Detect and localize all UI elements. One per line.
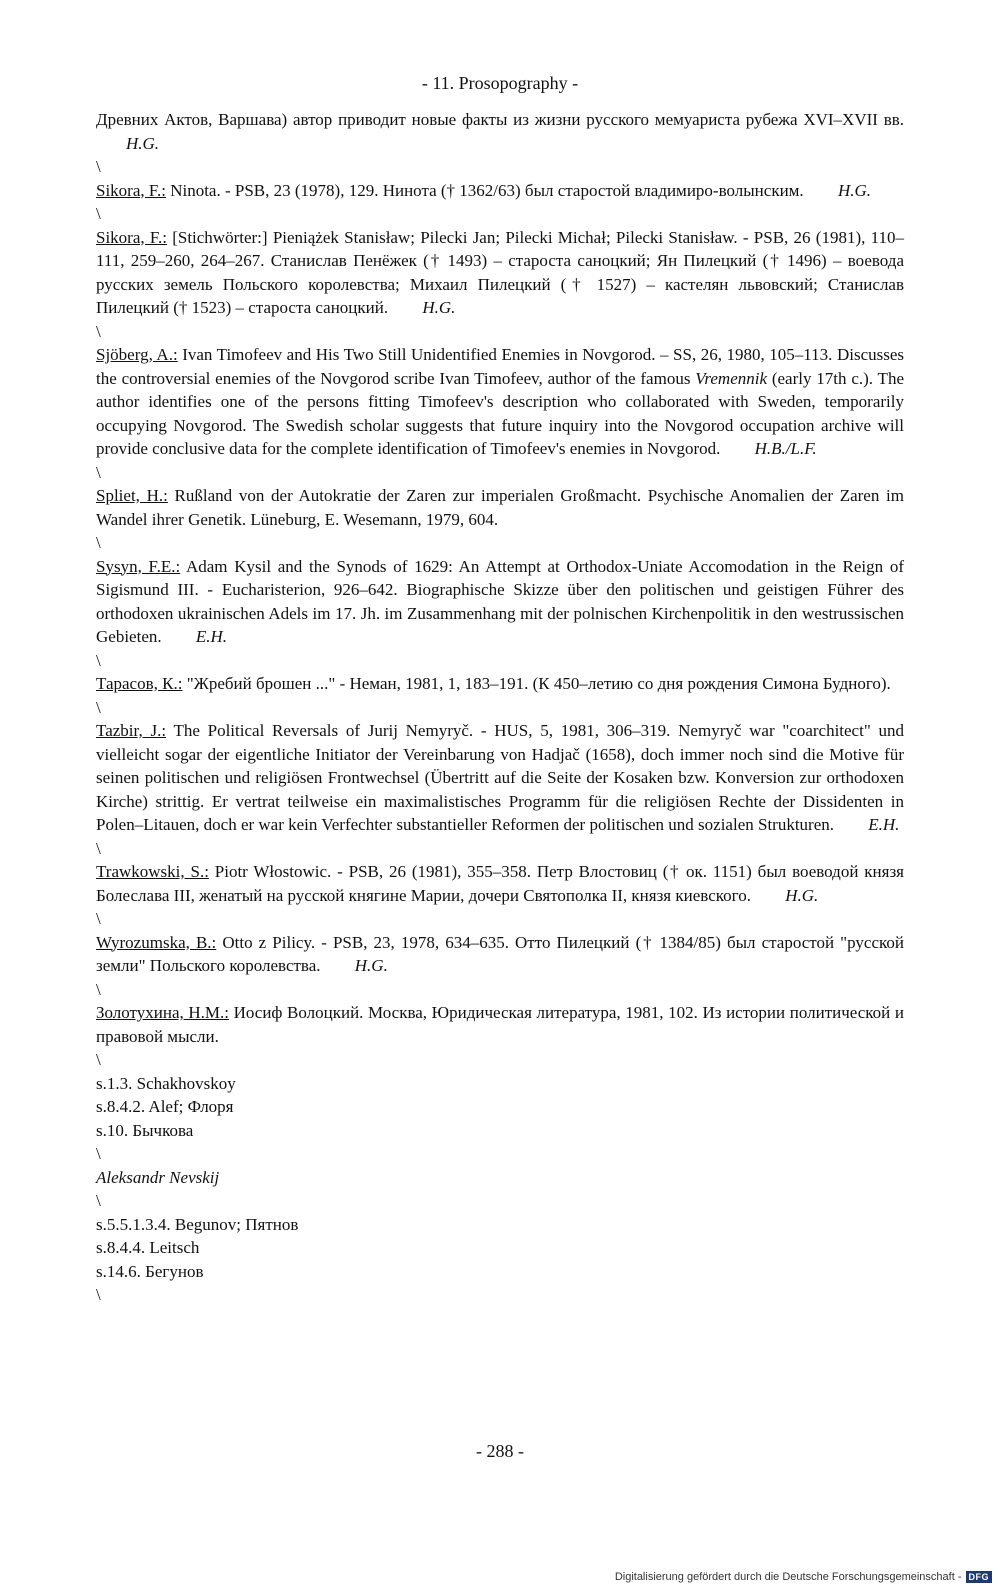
separator: \ xyxy=(96,204,101,223)
bibliography-entry xyxy=(96,484,904,531)
bibliography-entry xyxy=(96,931,904,978)
page-header: - 11. Prosopography - xyxy=(421,73,579,93)
separator: \ xyxy=(96,979,101,999)
entry-text: Piotr Włostowic. - PSB, 26 (1981), 355–358. Петр Влостовиц († ок. 1151) был воеводой князя Болеслава III, женатый на русской княгине Марии, дочери Святополка II, князя киевского. xyxy=(96,862,904,905)
entry-author: Тарасов, К.: xyxy=(96,674,183,693)
entry-text: Ivan Timofeev and His Two Still Unidentified Enemies in Novgorod. – SS, 26, 1980, 105–113. Discusses the controversial enemies of the Novgorod scribe Ivan Timofeev, author of the famous xyxy=(96,345,905,388)
page-number: - 288 - xyxy=(476,1441,524,1461)
bibliography-entry xyxy=(96,108,904,155)
bibliography-entry xyxy=(96,555,904,649)
entry-author: Spliet, H.: xyxy=(96,486,168,505)
entry-author: Sikora, F.: xyxy=(96,227,167,247)
cross-reference: s.10. Бычкова xyxy=(96,1120,194,1140)
separator: \ xyxy=(96,1285,101,1304)
reviewer-initials: H.G. xyxy=(837,180,871,200)
bibliography-entry xyxy=(96,343,904,461)
reviewer-initials: H.G. xyxy=(422,298,456,317)
entry-author: Trawkowski, S.: xyxy=(96,862,209,881)
separator: \ xyxy=(96,697,101,717)
separator: \ xyxy=(96,1050,101,1069)
bibliography-entry xyxy=(96,1001,904,1048)
cross-reference: s.14.6. Бегунов xyxy=(96,1261,204,1281)
bibliography-entry xyxy=(96,226,904,320)
footer-credit-text: Digitalisierung gefördert durch die Deutsche Forschungsgemeinschaft - xyxy=(614,1571,962,1583)
separator: \ xyxy=(96,533,101,552)
bibliography-entry xyxy=(96,179,904,203)
entry-text: Rußland von der Autokratie der Zaren zur imperialen Großmacht. Psychische Anomalien der Zaren im Wandel ihrer Genetik. Lüneburg, E. Wesemann, 1979, 604. xyxy=(96,486,904,529)
entry-author: Sikora, F.: xyxy=(96,180,166,200)
topic-heading: Aleksandr Nevskij xyxy=(96,1167,220,1187)
cross-reference: s.1.3. Schakhovskoy xyxy=(96,1073,236,1093)
reviewer-initials: H.B./L.F. xyxy=(754,439,817,458)
entry-author: Sjöberg, A.: xyxy=(96,345,178,364)
italic-title: Vremennik xyxy=(695,368,768,388)
reviewer-initials: E.H. xyxy=(195,627,228,646)
reviewer-initials: H.G. xyxy=(354,956,388,975)
entry-author: Tazbir, J.: xyxy=(96,721,167,740)
separator: \ xyxy=(96,1144,101,1163)
footer-credit xyxy=(615,1571,992,1583)
bibliography-entry xyxy=(96,860,904,907)
separator: \ xyxy=(96,909,101,928)
entry-text: "Жребий брошен ..." - Неман, 1981, 1, 183–191. (К 450–летию со дня рождения Симона Будного). xyxy=(182,674,891,693)
dfg-logo-icon: DFG xyxy=(966,1571,993,1583)
entry-author: Sysyn, F.E.: xyxy=(96,556,181,576)
entry-text: (early 17th c.). The author identifies one of the persons fitting Timofeev's description who collaborated with Sweden, temporarily occupying Novgorod. The Swedish scholar suggests that future inquiry into the Novgorod occupation archive will provide conclusive data for the complete identification of Timofeev's enemies in Novgorod. xyxy=(96,368,904,458)
entry-text: The Political Reversals of Jurij Nemyryč. - HUS, 5, 1981, 306–319. Nemyryč war "coarchitect" und vielleicht sogar der eigentliche Initiator der Vereinbarung von Hadjač (1658), doch immer noch sind die Motive für seinen politischen und religiösen Frontwechsel (Übertritt auf die Seite der Kosaken bzw. Konversion zur orthodoxen Kirche) strittig. Er vertrat teilweise ein maximalistisches Programm für die religiösen Rechte der Dissidenten in Polen–Litauen, doch er war kein Verfechter substantieller Reformen der politischen und sozialen Strukturen. xyxy=(96,721,904,834)
entry-text: Древних Актов, Варшава) автор приводит новые факты из жизни русского мемуариста рубежа XVI–XVII вв. xyxy=(96,110,904,129)
separator: \ xyxy=(96,650,101,670)
separator: \ xyxy=(96,838,101,858)
entry-text: Иосиф Волоцкий. Москва, Юридическая литература, 1981, 102. Из истории политической и правовой мысли. xyxy=(96,1003,904,1046)
bibliography-entry xyxy=(96,719,904,837)
separator: \ xyxy=(96,157,101,176)
separator: \ xyxy=(96,462,101,482)
cross-reference: s.8.4.2. Alef; Флоря xyxy=(96,1097,234,1116)
cross-reference: s.5.5.1.3.4. Begunov; Пятнов xyxy=(96,1214,299,1234)
bibliography-entry xyxy=(96,672,904,696)
separator: \ xyxy=(96,321,101,341)
reviewer-initials: H.G. xyxy=(126,133,160,153)
entry-text: Ninota. - PSB, 23 (1978), 129. Нинота († 1362/63) был старостой владимиро-волынским. xyxy=(165,180,804,200)
reviewer-initials: E.H. xyxy=(868,815,900,834)
bibliography-content xyxy=(96,108,904,1307)
separator: \ xyxy=(96,1191,101,1210)
entry-text: Adam Kysil and the Synods of 1629: An Attempt at Orthodox-Uniate Accomodation in the Reign of Sigismund III. - Eucharisterion, 926–642. Biographische Skizze über den politischen und geistigen Führer des orthodoxen ukrainischen Adels im 17. Jh. im Zusammenhang mit der polnischen Kirchenpolitik in den westrussischen Gebieten. xyxy=(96,556,904,646)
entry-text: Otto z Pilicy. - PSB, 23, 1978, 634–635. Отто Пилецкий († 1384/85) был старостой "русской земли" Польского королевства. xyxy=(96,932,904,975)
entry-author: Золотухина, Н.М.: xyxy=(96,1003,229,1022)
cross-reference: s.8.4.4. Leitsch xyxy=(96,1238,200,1257)
reviewer-initials: H.G. xyxy=(785,885,819,905)
entry-text: [Stichwörter:] Pieniążek Stanisław; Pilecki Jan; Pilecki Michał; Pilecki Stanisław. - PSB, 26 (1981), 110–111, 259–260, 264–267. Станислав Пенёжек († 1493) – староста саноцкий; Ян Пилецкий († 1496) – воевода русских земель Польского королевства; Михаил Пилецкий († 1527) – кастелян львовский; Станислав Пилецкий († 1523) – староста саноцкий. xyxy=(96,227,904,317)
entry-author: Wyrozumska, B.: xyxy=(96,932,217,952)
